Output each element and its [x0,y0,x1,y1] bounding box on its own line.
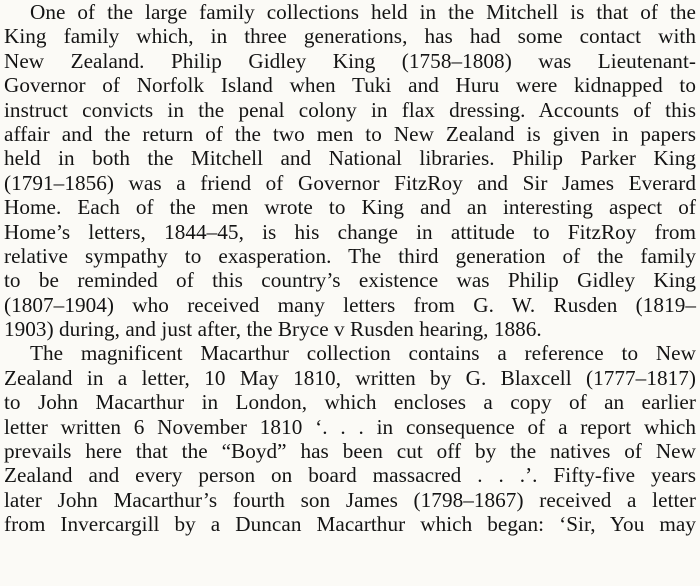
text-line: Home’s letters, 1844–45, is his change in attitude to FitzRoy from [4,219,696,244]
text-line: Zealand in a letter, 10 May 1810, written by G. Blaxcell (1777–1817) [4,365,696,390]
text-line: affair and the return of the two men to New Zealand is given in papers [4,121,696,146]
text-line: (1807–1904) who received many letters from G. W. Rusden (1819– [4,292,696,317]
text-line: from Invercargill by a Duncan Macarthur which began: ‘Sir, You may [4,512,696,537]
text-line: to John Macarthur in London, which encloses a copy of an earlier [4,390,696,415]
text-line: held in both the Mitchell and National libraries. Philip Parker King [4,146,696,171]
text-line: later John Macarthur’s fourth son James (1798–1867) received a letter [4,487,696,512]
text-line: King family which, in three generations, has had some contact with [4,24,696,49]
text-line: (1791–1856) was a friend of Governor FitzRoy and Sir James Everard [4,170,696,195]
text-line: relative sympathy to exasperation. The third generation of the family [4,243,696,268]
text-line: 1903) during, and just after, the Bryce v Rusden hearing, 1886. [4,317,542,342]
text-line: instruct convicts in the penal colony in flax dressing. Accounts of this [4,97,696,122]
paragraph-macarthur-collection [4,341,696,536]
paragraph-king-family [4,0,696,341]
text-line: New Zealand. Philip Gidley King (1758–1808) was Lieutenant- [4,48,696,73]
text-line: letter written 6 November 1810 ‘. . . in consequence of a report which [4,414,696,439]
text-line: Zealand and every person on board massacred . . .’. Fifty-five years [4,463,696,488]
text-line: to be reminded of this country’s existence was Philip Gidley King [4,268,696,293]
text-line: prevails here that the “Boyd” has been cut off by the natives of New [4,439,696,464]
text-line: One of the large family collections held in the Mitchell is that of the [30,0,696,24]
text-line: Home. Each of the men wrote to King and an interesting aspect of [4,195,696,220]
text-line: Governor of Norfolk Island when Tuki and Huru were kidnapped to [4,73,696,98]
text-line: The magnificent Macarthur collection contains a reference to New [30,341,696,366]
